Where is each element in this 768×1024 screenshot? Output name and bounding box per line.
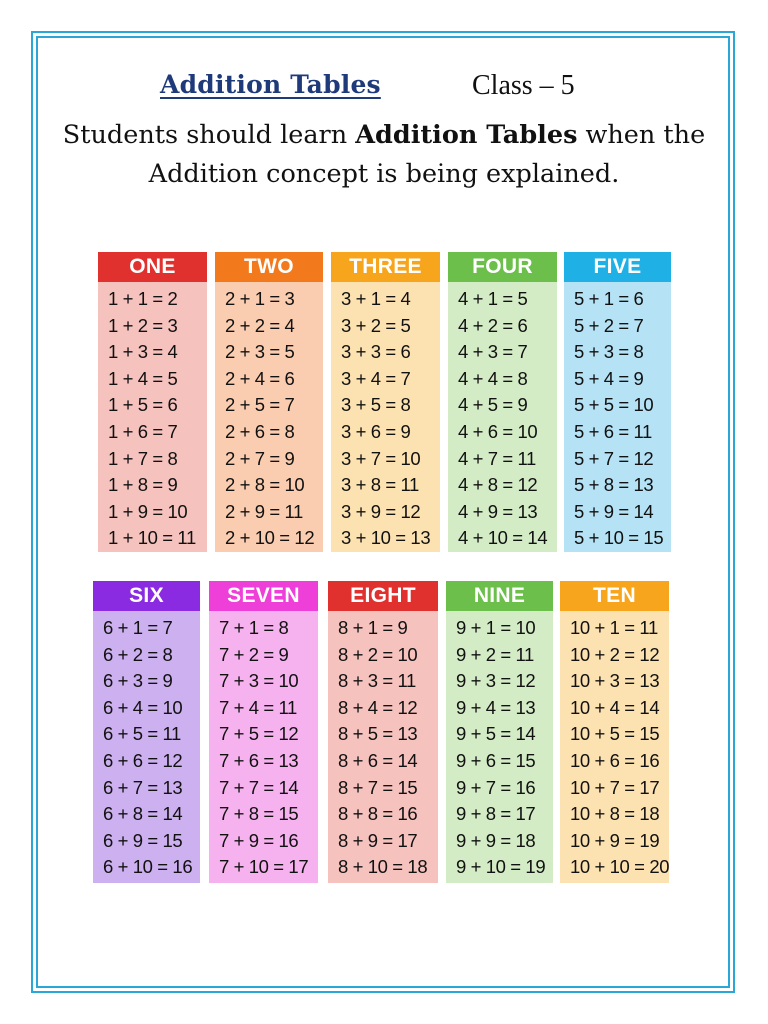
- equation-row: 6 + 7 = 13: [103, 776, 183, 798]
- equation-row: 4 + 2 = 6: [458, 314, 528, 336]
- equation-row: 2 + 3 = 5: [225, 341, 295, 363]
- equation-row: 5 + 3 = 8: [574, 341, 644, 363]
- table-body: [98, 282, 207, 552]
- equation-row: 8 + 1 = 9: [338, 617, 408, 638]
- equation-row: 2 + 9 = 11: [225, 500, 303, 522]
- equation-row: 3 + 1 = 4: [341, 288, 411, 309]
- equation-row: 4 + 10 = 14: [458, 527, 548, 549]
- equation-row: 3 + 5 = 8: [341, 394, 411, 416]
- equation-row: 8 + 2 = 10: [338, 643, 418, 665]
- equation-row: 5 + 2 = 7: [574, 314, 644, 336]
- equation-row: 1 + 9 = 10: [108, 500, 188, 522]
- equation-row: 6 + 6 = 12: [103, 749, 183, 771]
- table-header: FOUR: [448, 252, 557, 282]
- table-three: [331, 252, 440, 552]
- equation-row: 10 + 4 = 14: [570, 696, 660, 718]
- equation-row: 5 + 7 = 12: [574, 447, 654, 469]
- table-body: [215, 282, 323, 552]
- equation-row: 1 + 3 = 4: [108, 341, 178, 363]
- equation-row: 9 + 3 = 12: [456, 670, 536, 692]
- equation-row: 10 + 10 = 20: [570, 856, 670, 878]
- equation-row: 2 + 1 = 3: [225, 288, 295, 309]
- equation-row: 3 + 7 = 10: [341, 447, 421, 469]
- table-six: [93, 581, 200, 883]
- equation-row: 6 + 4 = 10: [103, 696, 183, 718]
- equation-row: 2 + 5 = 7: [225, 394, 295, 416]
- table-body: [328, 611, 438, 881]
- equation-row: 1 + 10 = 11: [108, 527, 196, 549]
- table-header: SEVEN: [209, 581, 318, 611]
- intro-text-1: Students should learn: [62, 120, 356, 150]
- equation-row: 9 + 6 = 15: [456, 749, 536, 771]
- equation-row: 8 + 4 = 12: [338, 696, 418, 718]
- equation-row: 10 + 8 = 18: [570, 803, 660, 825]
- table-body: [93, 611, 200, 881]
- equation-row: 3 + 9 = 12: [341, 500, 421, 522]
- equation-row: 2 + 2 = 4: [225, 314, 295, 336]
- equation-row: 7 + 9 = 16: [219, 829, 299, 851]
- equation-row: 7 + 7 = 14: [219, 776, 299, 798]
- equation-row: 7 + 3 = 10: [219, 670, 299, 692]
- equation-row: 1 + 8 = 9: [108, 474, 178, 496]
- table-header: NINE: [446, 581, 553, 611]
- table-eight: [328, 581, 438, 883]
- equation-row: 8 + 7 = 15: [338, 776, 418, 798]
- equation-row: 1 + 1 = 2: [108, 288, 178, 309]
- equation-row: 10 + 2 = 12: [570, 643, 660, 665]
- equation-row: 5 + 10 = 15: [574, 527, 664, 549]
- intro-text-bold: Addition Tables: [355, 120, 578, 150]
- equation-row: 1 + 6 = 7: [108, 420, 178, 442]
- equation-row: 10 + 9 = 19: [570, 829, 660, 851]
- table-body: [446, 611, 553, 881]
- equation-row: 5 + 1 = 6: [574, 288, 644, 309]
- equation-row: 6 + 5 = 11: [103, 723, 181, 745]
- table-five: [564, 252, 671, 552]
- equation-row: 10 + 3 = 13: [570, 670, 660, 692]
- equation-row: 9 + 8 = 17: [456, 803, 536, 825]
- table-header: ONE: [98, 252, 207, 282]
- equation-row: 3 + 8 = 11: [341, 474, 419, 496]
- table-header: EIGHT: [328, 581, 438, 611]
- table-body: [564, 282, 671, 552]
- equation-row: 10 + 6 = 16: [570, 749, 660, 771]
- equation-row: 7 + 1 = 8: [219, 617, 289, 638]
- equation-row: 10 + 1 = 11: [570, 617, 658, 638]
- equation-row: 6 + 2 = 8: [103, 643, 173, 665]
- equation-row: 3 + 3 = 6: [341, 341, 411, 363]
- equation-row: 4 + 3 = 7: [458, 341, 528, 363]
- table-one: [98, 252, 207, 552]
- equation-row: 1 + 5 = 6: [108, 394, 178, 416]
- equation-row: 8 + 6 = 14: [338, 749, 418, 771]
- page-title: Addition Tables: [160, 70, 381, 99]
- equation-row: 7 + 4 = 11: [219, 696, 297, 718]
- equation-row: 10 + 5 = 15: [570, 723, 660, 745]
- equation-row: 9 + 2 = 11: [456, 643, 534, 665]
- equation-row: 1 + 4 = 5: [108, 367, 178, 389]
- equation-row: 1 + 2 = 3: [108, 314, 178, 336]
- equation-row: 10 + 7 = 17: [570, 776, 660, 798]
- equation-row: 3 + 2 = 5: [341, 314, 411, 336]
- table-nine: [446, 581, 553, 883]
- equation-row: 6 + 10 = 16: [103, 856, 193, 878]
- equation-row: 4 + 4 = 8: [458, 367, 528, 389]
- table-four: [448, 252, 557, 552]
- heading-row: [0, 70, 768, 106]
- equation-row: 4 + 5 = 9: [458, 394, 528, 416]
- equation-row: 7 + 5 = 12: [219, 723, 299, 745]
- table-body: [209, 611, 318, 881]
- equation-row: 3 + 4 = 7: [341, 367, 411, 389]
- equation-row: 4 + 9 = 13: [458, 500, 538, 522]
- table-body: [560, 611, 669, 881]
- equation-row: 7 + 6 = 13: [219, 749, 299, 771]
- intro-text-2: when the Addition concept is being explained.: [148, 120, 706, 189]
- table-ten: [560, 581, 669, 883]
- equation-row: 2 + 6 = 8: [225, 420, 295, 442]
- equation-row: 5 + 9 = 14: [574, 500, 654, 522]
- equation-row: 4 + 8 = 12: [458, 474, 538, 496]
- equation-row: 5 + 6 = 11: [574, 420, 652, 442]
- equation-row: 2 + 7 = 9: [225, 447, 295, 469]
- equation-row: 9 + 5 = 14: [456, 723, 536, 745]
- equation-row: 9 + 7 = 16: [456, 776, 536, 798]
- equation-row: 3 + 6 = 9: [341, 420, 411, 442]
- equation-row: 6 + 3 = 9: [103, 670, 173, 692]
- equation-row: 3 + 10 = 13: [341, 527, 431, 549]
- table-body: [448, 282, 557, 552]
- equation-row: 7 + 10 = 17: [219, 856, 309, 878]
- equation-row: 2 + 4 = 6: [225, 367, 295, 389]
- equation-row: 4 + 7 = 11: [458, 447, 536, 469]
- equation-row: 9 + 1 = 10: [456, 617, 536, 638]
- equation-row: 4 + 1 = 5: [458, 288, 528, 309]
- equation-row: 6 + 9 = 15: [103, 829, 183, 851]
- table-header: FIVE: [564, 252, 671, 282]
- equation-row: 2 + 8 = 10: [225, 474, 305, 496]
- equation-row: 1 + 7 = 8: [108, 447, 178, 469]
- equation-row: 8 + 9 = 17: [338, 829, 418, 851]
- table-two: [215, 252, 323, 552]
- equation-row: 8 + 10 = 18: [338, 856, 428, 878]
- table-body: [331, 282, 440, 552]
- table-header: THREE: [331, 252, 440, 282]
- equation-row: 5 + 5 = 10: [574, 394, 654, 416]
- equation-row: 7 + 8 = 15: [219, 803, 299, 825]
- equation-row: 8 + 8 = 16: [338, 803, 418, 825]
- class-label: Class – 5: [472, 70, 575, 101]
- table-header: TWO: [215, 252, 323, 282]
- equation-row: 9 + 10 = 19: [456, 856, 546, 878]
- equation-row: 6 + 8 = 14: [103, 803, 183, 825]
- equation-row: 6 + 1 = 7: [103, 617, 173, 638]
- table-seven: [209, 581, 318, 883]
- equation-row: 8 + 3 = 11: [338, 670, 416, 692]
- equation-row: 9 + 4 = 13: [456, 696, 536, 718]
- intro-paragraph: [60, 116, 708, 194]
- table-header: TEN: [560, 581, 669, 611]
- equation-row: 2 + 10 = 12: [225, 527, 315, 549]
- equation-row: 7 + 2 = 9: [219, 643, 289, 665]
- table-header: SIX: [93, 581, 200, 611]
- equation-row: 9 + 9 = 18: [456, 829, 536, 851]
- equation-row: 4 + 6 = 10: [458, 420, 538, 442]
- equation-row: 8 + 5 = 13: [338, 723, 418, 745]
- equation-row: 5 + 4 = 9: [574, 367, 644, 389]
- equation-row: 5 + 8 = 13: [574, 474, 654, 496]
